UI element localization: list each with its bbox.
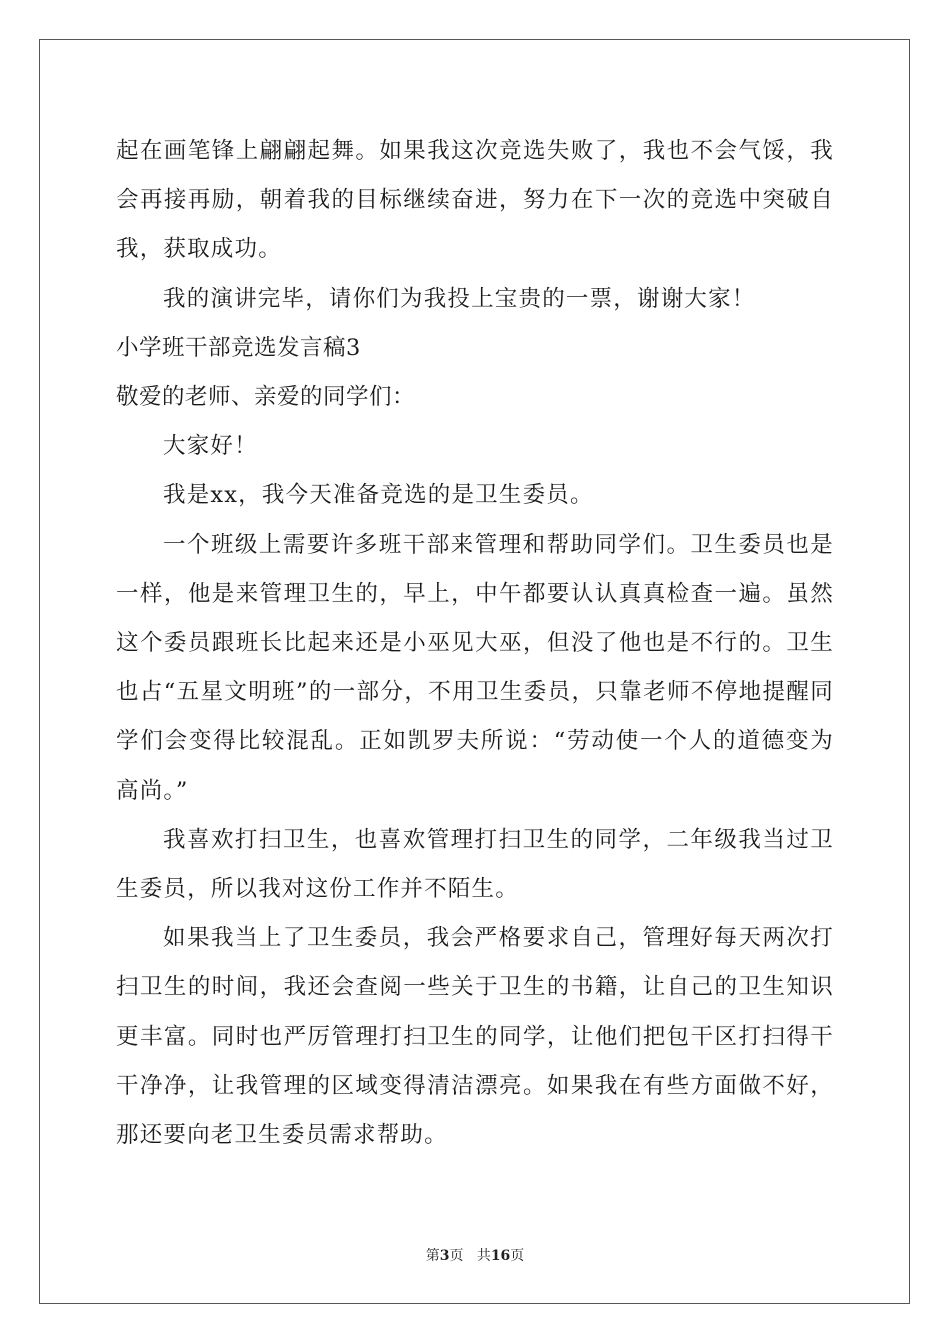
- total-prefix: 共: [476, 1248, 491, 1264]
- total-pages: 16: [490, 1248, 511, 1264]
- paragraph: 我喜欢打扫卫生，也喜欢管理打扫卫生的同学，二年级我当过卫生委员，所以我对这份工作并不陌生。: [116, 826, 834, 903]
- section-title: 小学班干部竞选发言稿3: [116, 334, 361, 361]
- paragraph: 一个班级上需要许多班干部来管理和帮助同学们。卫生委员也是一样，他是来管理卫生的，早上，中午都要认认真真检查一遍。虽然这个委员跟班长比起来还是小巫见大巫，但没了他也是不行的。卫生也占“五星文明班”的一部分，不用卫生委员，只靠老师不停地提醒同学们会变得比较混乱。正如凯罗夫所说：“劳动使一个人的道德变为高尚。”: [116, 531, 834, 804]
- document-body: [116, 127, 834, 1160]
- paragraph: 起在画笔锋上翩翩起舞。如果我这次竞选失败了，我也不会气馁，我会再接再励，朝着我的目标继续奋进，努力在下一次的竞选中突破自我，获取成功。: [116, 138, 834, 263]
- paragraph: 大家好！: [163, 433, 258, 460]
- paragraph: 我的演讲完毕，请你们为我投上宝贵的一票，谢谢大家！: [163, 285, 756, 312]
- salutation: 敬爱的老师、亲爱的同学们：: [116, 384, 416, 411]
- page-footer: [0, 1245, 950, 1265]
- paragraph: 我是xx，我今天准备竞选的是卫生委员。: [163, 482, 594, 509]
- page-suffix: 页: [449, 1248, 464, 1264]
- total-suffix: 页: [510, 1248, 525, 1264]
- page-prefix: 第: [425, 1248, 440, 1264]
- page-number: 3: [439, 1248, 450, 1264]
- paragraph: 如果我当上了卫生委员，我会严格要求自己，管理好每天两次打扫卫生的时间，我还会查阅一些关于卫生的书籍，让自己的卫生知识更丰富。同时也严厉管理打扫卫生的同学，让他们把包干区打扫得干干净净，让我管理的区域变得清洁漂亮。如果我在有些方面做不好，那还要向老卫生委员需求帮助。: [116, 925, 834, 1149]
